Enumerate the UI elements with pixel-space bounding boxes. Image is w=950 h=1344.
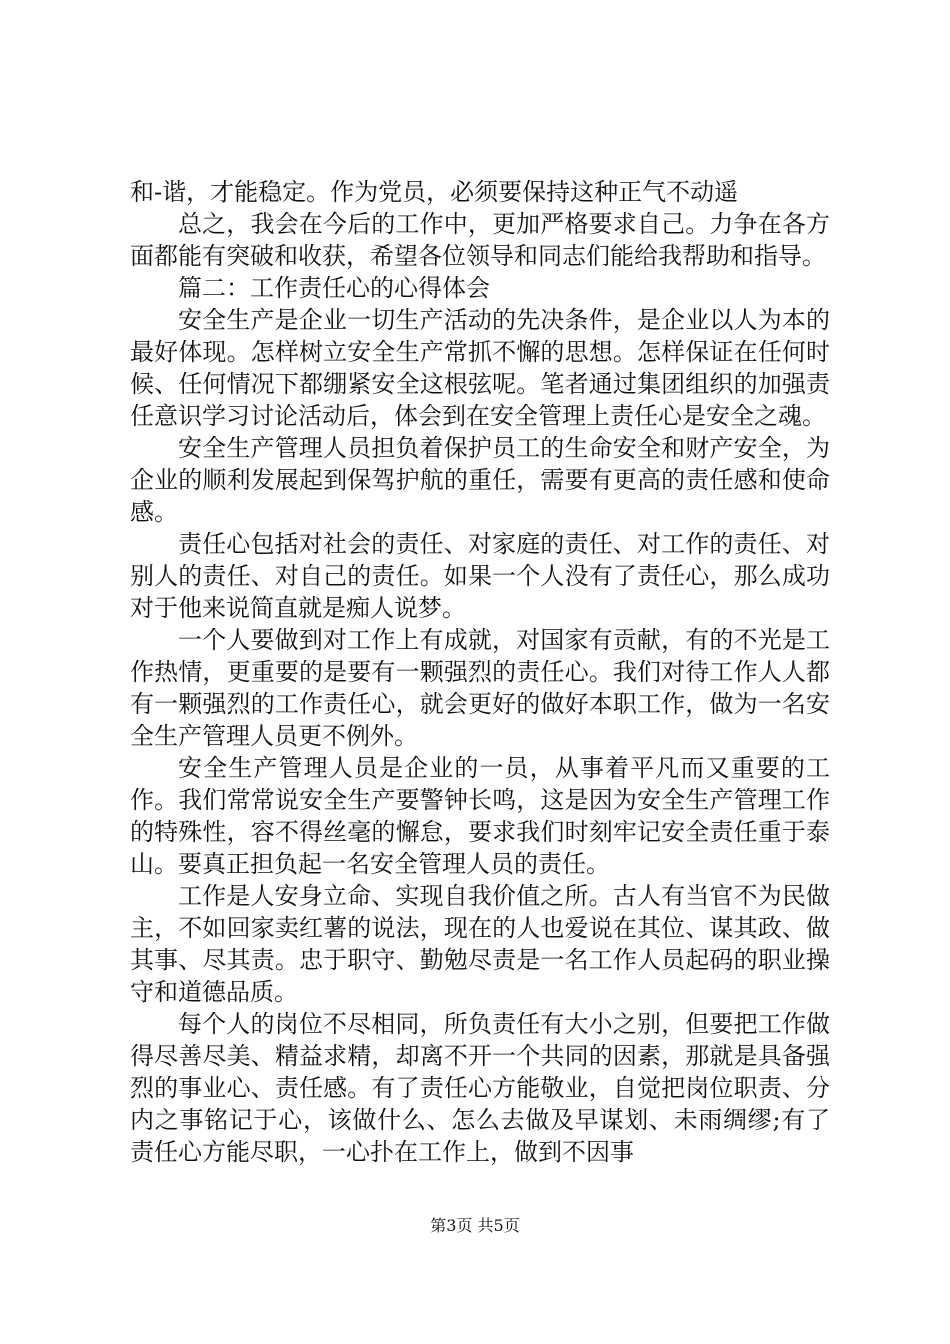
paragraph-6: 一个人要做到对工作上有成就，对国家有贡献，有的不光是工作热情，更重要的是要有一颗强烈的责任心。我们对待工作人人都有一颗强烈的工作责任心，就会更好的做好本职工作，做为一名安全生产管理人员更不例外。: [130, 626, 830, 750]
paragraph-7: 安全生产管理人员是企业的一员，从事着平凡而又重要的工作。我们常常说安全生产要警钟长鸣，这是因为安全生产管理工作的特殊性，容不得丝毫的懈怠，要求我们时刻牢记安全责任重于泰山。要真正担负起一名安全管理人员的责任。: [130, 754, 830, 878]
paragraph-1: 和-谐，才能稳定。作为党员，必须要保持这种正气不动遥: [130, 178, 739, 206]
section-heading: 篇二：工作责任心的心得体会: [178, 274, 490, 302]
paragraph-5: 责任心包括对社会的责任、对家庭的责任、对工作的责任、对别人的责任、对自己的责任。如果一个人没有了责任心，那么成功对于他来说简直就是痴人说梦。: [130, 530, 830, 622]
paragraph-8: 工作是人安身立命、实现自我价值之所。古人有当官不为民做主，不如回家卖红薯的说法，现在的人也爱说在其位、谋其政、做其事、尽其责。忠于职守、勤勉尽责是一名工作人员起码的职业操守和道德品质。: [130, 882, 830, 1006]
page-number-footer: 第3页 共5页: [430, 1216, 520, 1235]
paragraph-3: 安全生产是企业一切生产活动的先决条件，是企业以人为本的最好体现。怎样树立安全生产常抓不懈的思想。怎样保证在任何时候、任何情况下都绷紧安全这根弦呢。笔者通过集团组织的加强责任意识学习讨论活动后，体会到在安全管理上责任心是安全之魂。: [130, 306, 830, 430]
paragraph-2: 总之，我会在今后的工作中，更加严格要求自己。力争在各方面都能有突破和收获，希望各位领导和同志们能给我帮助和指导。: [130, 210, 830, 270]
document-body: [130, 176, 830, 1168]
paragraph-4: 安全生产管理人员担负着保护员工的生命安全和财产安全，为企业的顺利发展起到保驾护航的重任，需要有更高的责任感和使命感。: [130, 434, 830, 526]
paragraph-9: 每个人的岗位不尽相同，所负责任有大小之别，但要把工作做得尽善尽美、精益求精，却离不开一个共同的因素，那就是具备强烈的事业心、责任感。有了责任心方能敬业，自觉把岗位职责、分内之事铭记于心，该做什么、怎么去做及早谋划、未雨绸缪;有了责任心方能尽职，一心扑在工作上，做到不因事: [130, 1010, 830, 1166]
